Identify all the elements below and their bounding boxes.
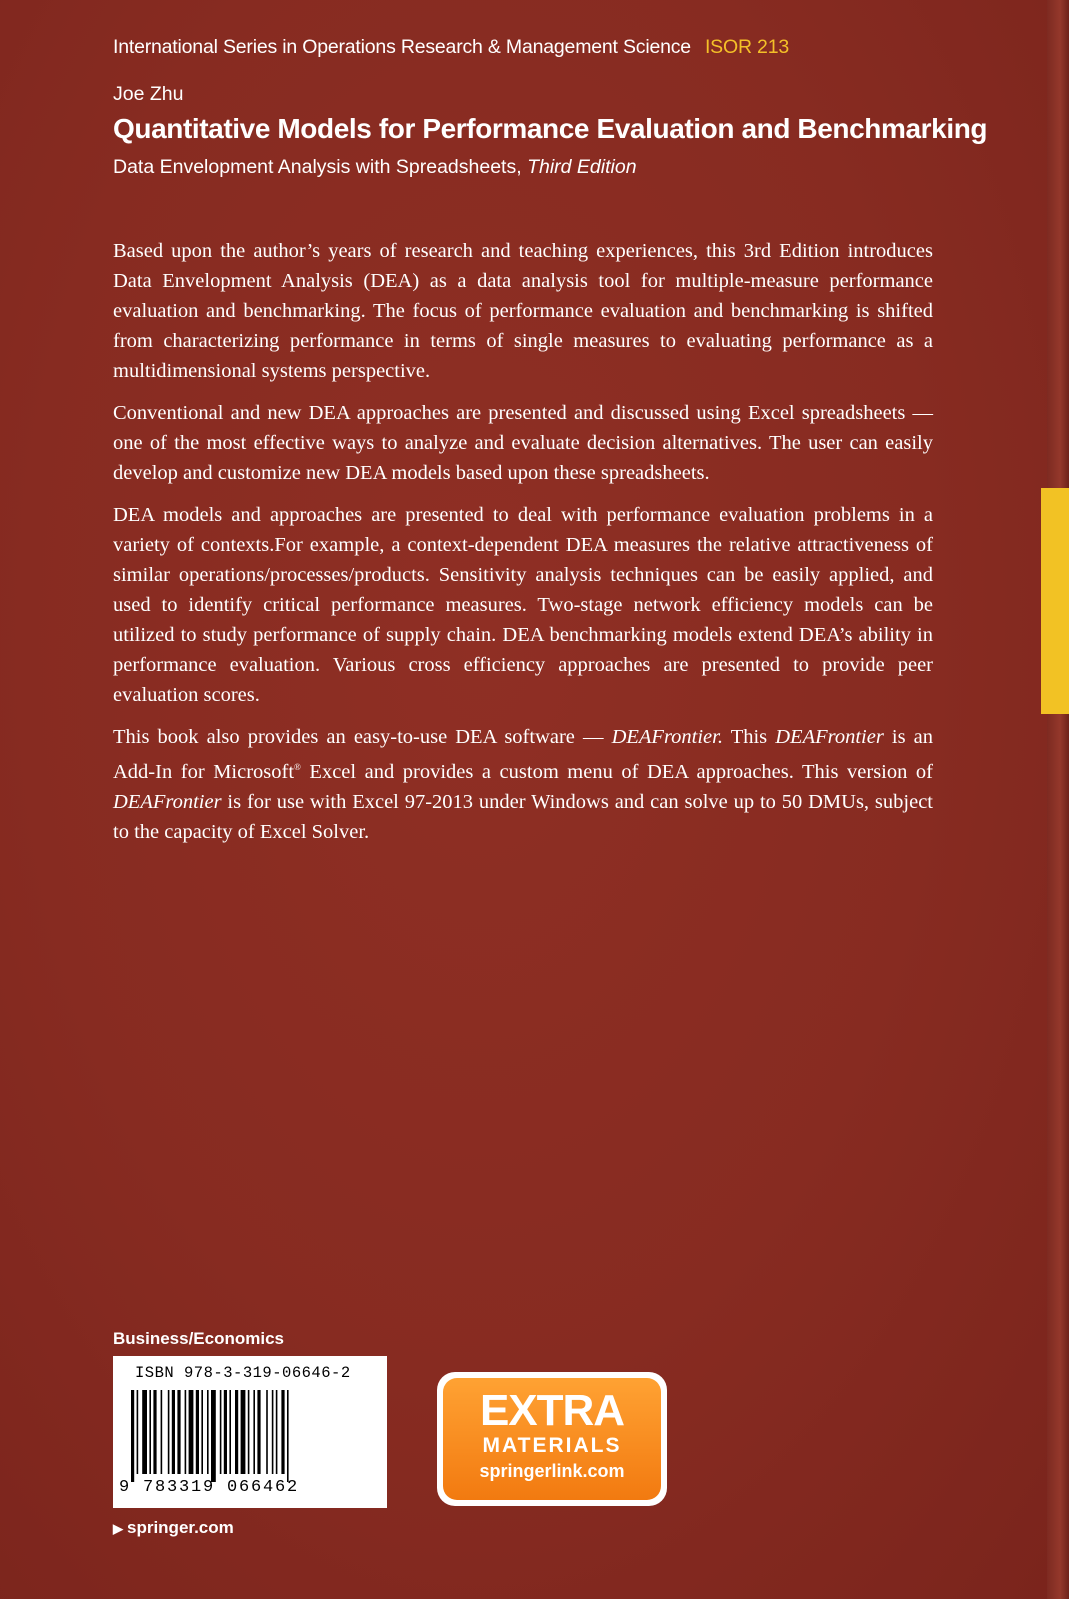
barcode-bar [185,1390,187,1474]
series-number: ISOR 213 [704,36,789,58]
barcode-bar [257,1390,260,1474]
barcode-digits: 9 783319 066462 [119,1478,300,1497]
software-name: DEAFrontier [775,726,884,748]
extra-materials-badge [437,1372,667,1506]
p4-text-d: Excel and provides a custom menu of DEA approaches. This version of [300,760,933,783]
barcode-bar [229,1390,231,1474]
barcode-bar [272,1390,274,1474]
barcode-bar [161,1390,163,1474]
spine-edge [1047,0,1069,1599]
barcode-bar [224,1390,227,1474]
extra-badge-inner [443,1378,661,1500]
software-name: DEAFrontier [113,790,222,813]
springerlink-url: springerlink.com [479,1461,625,1481]
barcode-bar [235,1390,238,1474]
extra-word: EXTRA [479,1386,625,1435]
book-title: Quantitative Models for Performance Evaluation and Benchmarking [113,113,988,144]
barcode-bar [201,1390,203,1474]
barcode-bar [137,1390,139,1474]
blurb-paragraph-4 [113,722,933,847]
barcode-bar [248,1390,250,1474]
barcode-bar [207,1390,209,1474]
barcode-bar [266,1390,268,1474]
publisher-link-text: springer.com [127,1518,234,1537]
barcode-bar [196,1390,199,1474]
p4-text-a: This book also provides an easy-to-use DEA software — [113,726,612,748]
p4-text-b: This [723,726,776,748]
barcode-bar [211,1390,216,1482]
author-name: Joe Zhu [113,83,184,105]
barcode-bar [172,1390,175,1474]
barcode-bar [189,1390,194,1474]
category-label: Business/Economics [113,1329,285,1348]
isbn-number: ISBN 978-3-319-06646-2 [135,1364,351,1382]
arrow-icon: ▶ [113,1521,123,1536]
blurb-paragraph-3: DEA models and approaches are presented to deal with performance evaluation problems in a variety of contexts.For example, a context-dependent DEA measures the relative attractiveness of similar operations/processes/products. Sensitivity analysis techniques can be easily applied, and used to identify critical performance measures. Two-stage network efficiency models can be utilized to study performance of supply chain. DEA benchmarking models extend DEA’s ability in performance evaluation. Various cross efficiency approaches are presented to provide peer evaluation scores. [113,504,933,706]
series-line [113,36,789,59]
barcode-bar [220,1390,222,1474]
blurb [113,236,933,859]
barcode-bar [253,1390,255,1474]
p4-text-e: is for use with Excel 97-2013 under Windows and can solve up to 50 DMUs, subject to the capacity of Excel Solver. [113,790,933,843]
barcode-bar [287,1390,289,1482]
publisher-link[interactable] [113,1518,234,1538]
software-name: DEAFrontier. [611,726,723,748]
materials-word: MATERIALS [482,1434,622,1457]
book-subtitle [113,156,637,179]
yellow-accent-tab [1041,488,1069,714]
barcode-bar [149,1390,151,1474]
edition-text: Third Edition [527,156,637,178]
blurb-paragraph-1: Based upon the author’s years of research and teaching experiences, this 3rd Edition introduces Data Envelopment Analysis (DEA) as a data analysis tool for multiple-measure performance evaluation and benchmarking. The focus of performance evaluation and benchmarking is shifted from characterizing performance in terms of single measures to evaluating performance as a multidimensional systems perspective. [113,240,933,382]
barcode-bar [281,1390,284,1474]
blurb-paragraph-2: Conventional and new DEA approaches are presented and discussed using Excel spreadsheets — one of the most effective ways to analyze and evaluate decision alternatives. The user can easily develop and customize new DEA models based upon these spreadsheets. [113,402,933,484]
barcode-bar [153,1390,156,1474]
isbn-barcode [113,1356,387,1508]
p4-text-c: is an Add-In for Microsoft [113,726,933,783]
barcode-bars [131,1390,371,1482]
barcode-bar [168,1390,170,1474]
series-name: International Series in Operations Research & Management Science [113,36,691,58]
subtitle-text: Data Envelopment Analysis with Spreadsheets, [113,156,522,178]
barcode-bar [177,1390,180,1474]
barcode-bar [241,1390,246,1474]
barcode-bar [276,1390,278,1474]
barcode-bar [142,1390,147,1474]
barcode-bar [131,1390,134,1482]
registered-mark: ® [294,762,301,772]
